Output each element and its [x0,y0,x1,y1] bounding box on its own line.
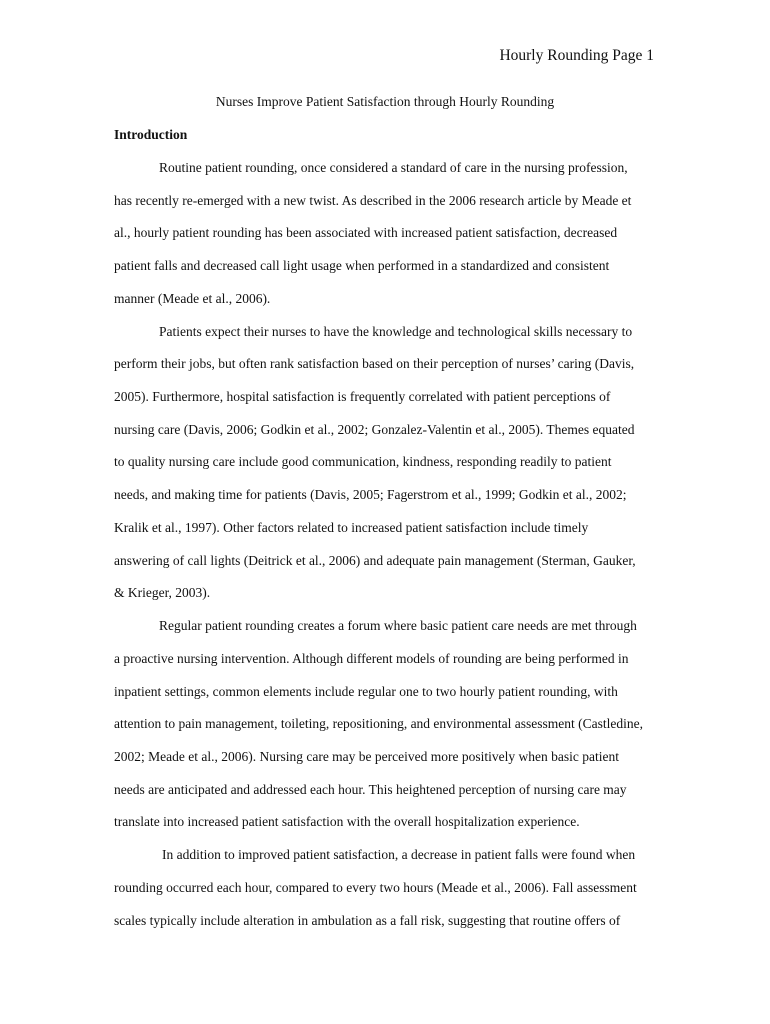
text-line: inpatient settings, common elements include regular one to two hourly patient rounding, with [114,683,618,699]
running-head: Hourly Rounding Page 1 [499,47,654,64]
text-line: In addition to improved patient satisfaction, a decrease in patient falls were found when [162,847,636,863]
text-line: al., hourly patient rounding has been associated with increased patient satisfaction, decreased [114,225,618,241]
text-line: nursing care (Davis, 2006; Godkin et al., 2002; Gonzalez-Valentin et al., 2005). Themes equated [114,421,635,437]
text-line: answering of call lights (Deitrick et al., 2006) and adequate pain management (Sterman, Gauker, [114,552,636,568]
text-line: translate into increased patient satisfaction with the overall hospitalization experience. [114,814,580,830]
text-line: needs, and making time for patients (Davis, 2005; Fagerstrom et al., 1999; Godkin et al., 2002; [114,487,627,503]
body-text [114,160,662,945]
document-title: Nurses Improve Patient Satisfaction through Hourly Rounding [215,94,555,109]
text-line: Kralik et al., 1997). Other factors related to increased patient satisfaction include timely [114,519,589,535]
text-line: Routine patient rounding, once considered a standard of care in the nursing profession, [159,160,628,175]
text-line: has recently re-emerged with a new twist. As described in the 2006 research article by Meade et [114,192,632,208]
text-line: scales typically include alteration in ambulation as a fall risk, suggesting that routine offers of [114,912,621,928]
text-line: perform their jobs, but often rank satisfaction based on their perception of nurses’ caring (Davis, [114,356,635,372]
text-line: needs are anticipated and addressed each hour. This heightened perception of nursing care may [114,781,627,797]
text-line: patient falls and decreased call light usage when performed in a standardized and consistent [114,258,610,274]
text-line: 2002; Meade et al., 2006). Nursing care may be perceived more positively when basic patient [114,748,619,764]
text-line: Patients expect their nurses to have the knowledge and technological skills necessary to [159,323,633,339]
text-line: & Krieger, 2003). [114,585,211,601]
text-line: Regular patient rounding creates a forum where basic patient care needs are met through [159,618,637,634]
text-line: rounding occurred each hour, compared to every two hours (Meade et al., 2006). Fall assessment [114,879,637,895]
text-line: to quality nursing care include good communication, kindness, responding readily to patient [114,454,612,470]
text-line: attention to pain management, toileting, repositioning, and environmental assessment (Castledine, [114,716,644,732]
text-line: a proactive nursing intervention. Although different models of rounding are being performed in [114,650,629,666]
section-heading-introduction: Introduction [114,127,188,142]
text-line: 2005). Furthermore, hospital satisfaction is frequently correlated with patient perceptions of [114,389,611,405]
text-line: manner (Meade et al., 2006). [114,290,271,306]
